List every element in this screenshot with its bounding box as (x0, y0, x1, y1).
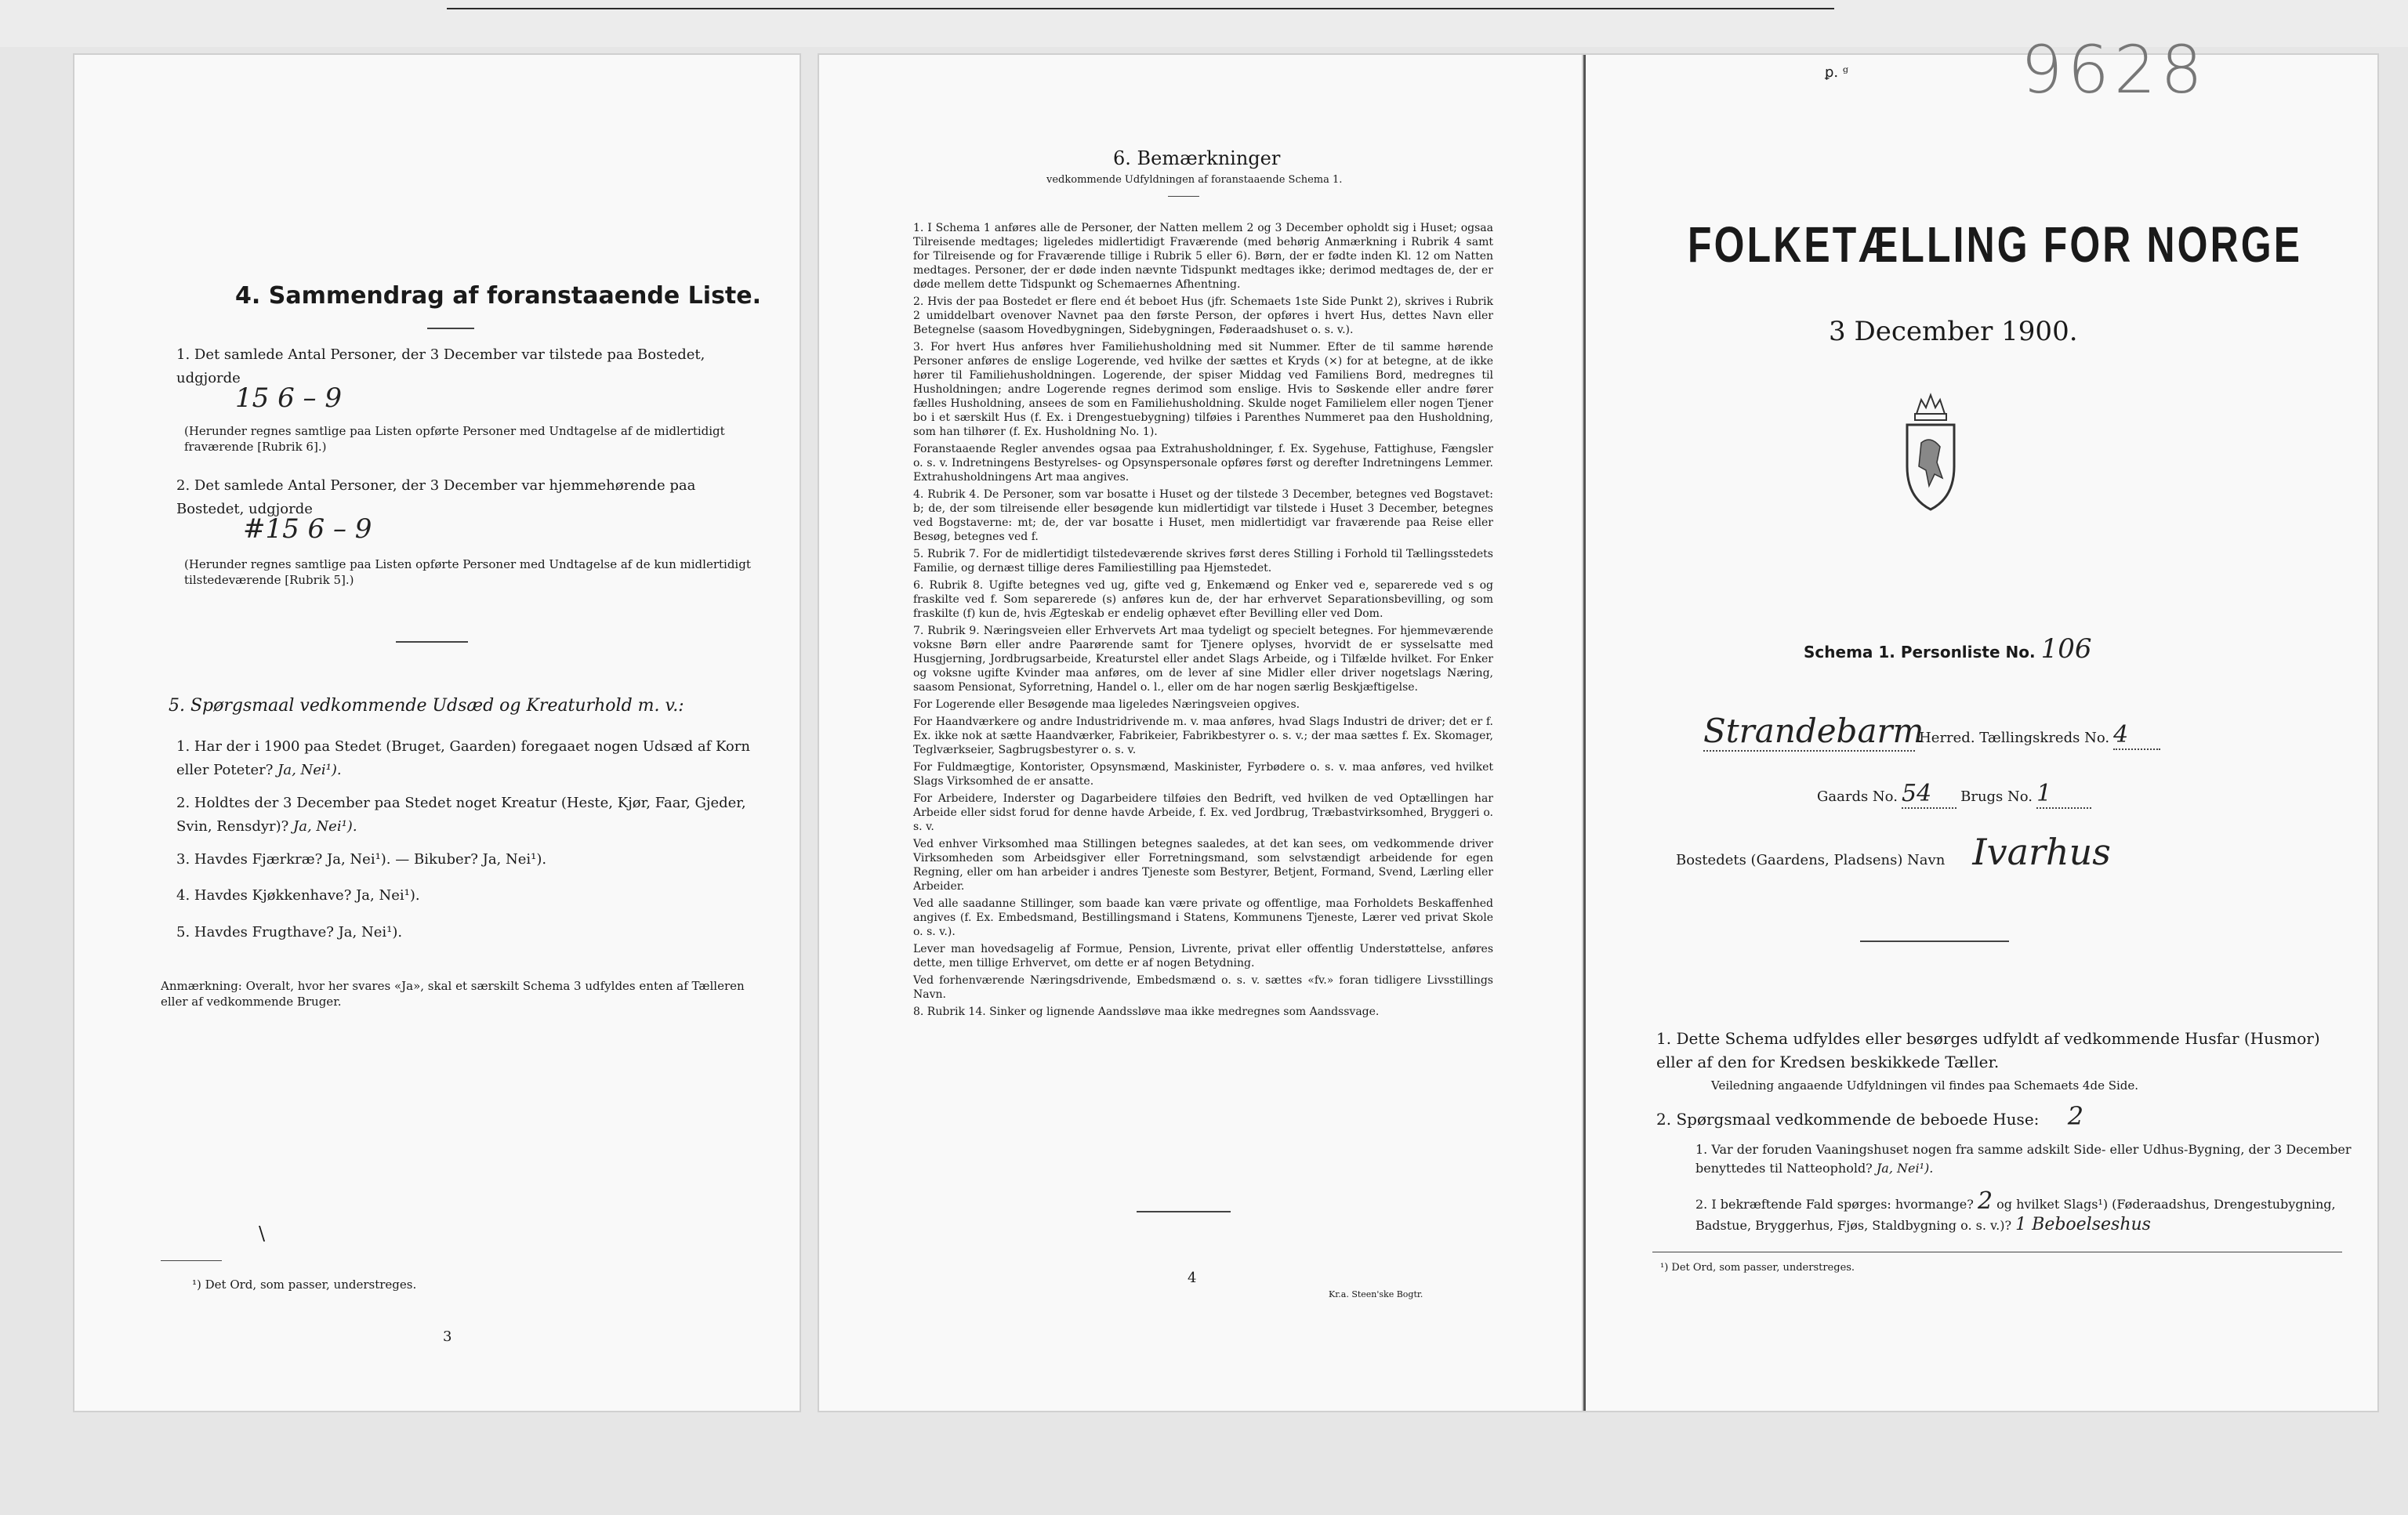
sub-question-1: 1. Var der foruden Vaaningshuset nogen fra samme adskilt Side- eller Udhus-Bygning, der 3 December benyttedes til Natteophold? Ja, Nei¹). (1695, 1142, 2352, 1176)
remarks-title: 6. Bemærkninger (1113, 147, 1281, 169)
q2-handwritten-count: #15 6 – 9 (243, 513, 372, 545)
remark-item: 7. Rubrik 9. Næringsveien eller Erhvervets Art maa tydeligt og specielt betegnes. For hjemmeværende voksne Børn eller andre Paarørende samt for Tjenere oplyses, hvorvidt de er sysselsatte med Husgjerning, Jordbrugsarbeide, Kreaturstel eller andet Slags Arbeide, og i Tilfælde hvilket. For Enker og voksne ugifte Kvinder maa anføres, om de lever af sine Midler eller driver nogetslags Næring, saasom Pensionat, Syforretning, Handel o. l., eller om de har nogen særlig Beskjæftigelse. (913, 625, 1493, 694)
kreds-number: 4 (2113, 721, 2160, 750)
top-rule (447, 8, 1834, 9)
page-1-front (1583, 31, 2377, 1411)
bosted-line: Bostedets (Gaardens, Pladsens) Navn Ivarhus (1676, 831, 2111, 873)
gaard-number: 54 (1902, 780, 1956, 809)
brug-number: 1 (2036, 780, 2091, 809)
herred-line: Strandebarm Herred. Tællingskreds No. 4 (1703, 712, 2377, 752)
instruction-1: 1. Dette Schema udfyldes eller besørges udfyldt af vedkommende Husfar (Husmor) eller af den for Kredsen beskikkede Tæller. (1656, 1029, 2320, 1071)
remark-item: 8. Rubrik 14. Sinker og lignende Aandssløve maa ikke medregnes som Aandssvage. (913, 1006, 1380, 1018)
q2-note: (Herunder regnes samtlige paa Listen opførte Personer med Undtagelse af de kun midlertidigt tilstedeværende [Rubrik 5].) (184, 557, 751, 587)
footnote: ¹) Det Ord, som passer, understreges. (192, 1278, 417, 1292)
remarks-subtitle: vedkommende Udfyldningen af foranstaaende Schema 1. (1046, 174, 1343, 186)
remark-item: Ved alle saadanne Stillinger, som baade kan være private og offentlige, maa Forholdets Beskaffenhed angives (f. Ex. Embedsmand, Bestillingsmand i Statens, Kommunens Tjeneste, Lærer ved privat Skole o. s. v.). (913, 897, 1493, 938)
printer-imprint: Kr.a. Steen'ske Bogtr. (1329, 1289, 1423, 1299)
title-rule (1168, 196, 1199, 197)
q1-text: 1. Det samlede Antal Personer, der 3 December var tilstede paa Bostedet, udgjorde (176, 346, 705, 386)
remark-item: Lever man hovedsagelig af Formue, Pension, Livrente, privat eller offentlig Understøttelse, anføres dette, men tillige Erhvervet, om dette er af nogen Betydning. (913, 943, 1493, 970)
footnote: ¹) Det Ord, som passer, understreges. (1660, 1262, 1855, 1274)
title-rule (427, 328, 474, 329)
remark-item: For Arbeidere, Inderster og Dagarbeidere tilføies den Bedrift, ved hvilken de ved Optællingen har Arbeide eller sidst forud for denne havde Arbeide, f. Ex. ved Jordbrug, Træbastvirksomhed, Bryggeri o. s. v. (913, 792, 1493, 833)
page-4 (819, 55, 1583, 1411)
census-date: 3 December 1900. (1829, 316, 2078, 347)
stray-pen-mark: \ (259, 1223, 266, 1245)
schema-line: Schema 1. Personliste No. 106 (1804, 633, 2092, 665)
instruction-2: 2. Spørgsmaal vedkommende de beboede Huse: 2 (1656, 1101, 2084, 1131)
remark-item: For Logerende eller Besøgende maa ligeledes Næringsveien opgives. (913, 698, 1300, 711)
remark-item: Ved forhenværende Næringsdrivende, Embedsmænd o. s. v. sættes «fv.» foran tidligere Livsstillings Navn. (913, 974, 1493, 1001)
page-number: 3 (443, 1328, 452, 1345)
house-count: 2 (1977, 1187, 1993, 1215)
s5-question-5: 5. Havdes Frugthave? Ja, Nei¹). (176, 924, 403, 941)
remark-item: 1. I Schema 1 anføres alle de Personer, der Natten mellem 2 og 3 December opholdt sig i Huset; ogsaa Tilreisende medtages; ligeledes midlertidigt Fraværende (med behørig Anmærkning i Rubrik 4 samt for Tilreisende og for Fraværende tillige i Rubrik 5 eller 6). Børn, der er fødte inden Kl. 12 om Natten medtages. Personer, der er døde inden nævnte Tidspunkt medtages ikke; derimod medtages de, der er døde mellem dette Tidspunkt og Schemaernes Afhentning. (913, 222, 1493, 291)
bosted-value: Ivarhus (1972, 831, 2111, 873)
corner-mark: ꝑ. ᵍ (1825, 64, 1849, 81)
remark-item: 6. Rubrik 8. Ugifte betegnes ved ug, gifte ved g, Enkemænd og Enker ved e, separerede ved s og fraskilte ved f. Som separerede (s) anføres kun de, der har erhvervet Separationsbevilling, og som fraskilte (f) kun de, hvis Ægteskab er endelig ophævet efter Bevilling eller ved Dom. (913, 579, 1493, 620)
q1-handwritten-count: 15 6 – 9 (235, 382, 342, 414)
remark-item: For Fuldmægtige, Kontorister, Opsynsmænd, Maskinister, Fyrbødere o. s. v. maa anføres, ved hvilket Slags Virksomhed de er ansatte. (913, 761, 1493, 788)
house-kind: 1 Beboelseshus (2015, 1215, 2151, 1234)
s5-question-3: 3. Havdes Fjærkræ? Ja, Nei¹). — Bikuber? Ja, Nei¹). (176, 851, 547, 868)
section-divider (396, 641, 468, 643)
remarks-list (913, 221, 1493, 1022)
archive-number: 9628 (2021, 31, 2207, 108)
s5-question-2: 2. Holdtes der 3 December paa Stedet noget Kreatur (Heste, Kjør, Faar, Gjeder, Svin, Rensdyr)? Ja, Nei¹). (176, 795, 746, 835)
remark-item: Ved enhver Virksomhed maa Stillingen betegnes saaledes, at det kan sees, om vedkommende driver Virksomheden som Arbeidsgiver eller Forretningsmand, som selvstændigt arbeidende for egen Regning, eller om han arbeider i andres Tjeneste som Bestyrer, Betjent, Formand, Svend, Lærling eller Arbeider. (913, 838, 1493, 893)
section-4-title: 4. Sammendrag af foranstaaende Liste. (235, 282, 762, 310)
instruction-1-note: Veiledning angaaende Udfyldningen vil findes paa Schemaets 4de Side. (1711, 1078, 2139, 1093)
footnote-rule (161, 1260, 222, 1261)
remark-item: For Haandværkere og andre Industridrivende m. v. maa anføres, hvad Slags Industri de driver; det er f. Ex. ikke nok at sætte Haandværker, Fabrikeier, Fabrikbestyrer o. s. v.; der maa sættes f. Ex. Skomager, Teglværkseier, Sagbrugsbestyrer o. s. v. (913, 716, 1493, 756)
herred-value: Strandebarm (1703, 712, 1924, 750)
remark-item: 5. Rubrik 7. For de midlertidigt tilstedeværende skrives først deres Stilling i Forhold til Tællingsstedets Familie, og dernæst tillige deres Familiestilling paa Hjemstedet. (913, 548, 1493, 574)
end-rule (1137, 1211, 1231, 1212)
q1-note: (Herunder regnes samtlige paa Listen opførte Personer med Undtagelse af de midlertidigt fraværende [Rubrik 6].) (184, 424, 725, 454)
sub-question-2: 2. I bekræftende Fald spørges: hvormange? 2 og hvilket Slags¹) (Føderaadshus, Drengestubygning, Badstue, Bryggerhus, Fjøs, Staldbygning o. s. v.)? 1 Beboelseshus (1695, 1187, 2336, 1234)
norway-coat-of-arms-icon (1899, 392, 1962, 513)
form-title: FOLKETÆLLING FOR NORGE (1688, 216, 2303, 273)
q2-text: 2. Det samlede Antal Personer, der 3 December var hjemmehørende paa Bostedet, udgjorde (176, 477, 696, 517)
s5-question-1: 1. Har der i 1900 paa Stedet (Bruget, Gaarden) foregaaet nogen Udsæd af Korn eller Poteter? Ja, Nei¹). (176, 738, 750, 778)
remark-item: 2. Hvis der paa Bostedet er flere end ét beboet Hus (jfr. Schemaets 1ste Side Punkt 2), skrives i Rubrik 2 umiddelbart ovenover Navnet paa den første Person, der opføres i hvert Hus, dettes Navn eller Betegnelse (saasom Hovedbygningen, Sidebygningen, Føderaadshuset o. s. v.). (913, 295, 1493, 336)
section-5-title: 5. Spørgsmaal vedkommende Udsæd og Kreaturhold m. v.: (169, 696, 684, 716)
remark-item: 4. Rubrik 4. De Personer, som var bosatte i Huset og der tilstede 3 December, betegnes ved Bogstavet: b; de, der som tilreisende eller besøgende kun midlertidigt var tilstede i Huset 3 December, betegnes ved Bogstaverne: mt; de, der var bosatte i Huset, men midlertidigt var fraværende paa Reise eller Besøg, betegnes ved f. (913, 488, 1493, 543)
remark-item: Foranstaaende Regler anvendes ogsaa paa Extrahusholdninger, f. Ex. Sygehuse, Fattighuse, Fængsler o. s. v. Indretningens Bestyrelses- og Opsynspersonale opføres først og derefter Indretningens Lemmer. Extrahusholdningens Art maa angives. (913, 443, 1493, 484)
remark-item: 3. For hvert Hus anføres hver Familiehusholdning med sit Nummer. Efter de til samme hørende Personer anføres de enslige Logerende, ved hvilke der sættes et Kryds (×) for at betegne, at de ikke hører til Familiehusholdningen. Logerende, der spiser Middag ved Familiens Bord, medregnes til Husholdningen; andre Logerende regnes derimod som enslige. Hvis to Søskende eller andre fører fælles Husholdning, ansees de som en Familiehusholdning. Skulde noget Familielem eller nogen Tjener bo i et særskilt Hus (f. Ex. i Drengestuebygning) tilføies i Parenthes Nummeret paa den Husholdning, som han tilhører (f. Ex. Husholdning No. 1). (913, 341, 1493, 438)
gaard-line: Gaards No. 54 Brugs No. 1 (1817, 780, 2091, 809)
instruction-2-mark: 2 (2067, 1101, 2084, 1131)
anmerkning: Anmærkning: Overalt, hvor her svares «Ja», skal et særskilt Schema 3 udfyldes enten af Tælleren eller af vedkommende Bruger. (161, 979, 745, 1009)
page-3 (74, 55, 800, 1411)
s5-question-4: 4. Havdes Kjøkkenhave? Ja, Nei¹). (176, 887, 420, 904)
ornament-rule (1860, 941, 2009, 942)
schema-number: 106 (2040, 633, 2092, 665)
page-number: 4 (1188, 1270, 1197, 1286)
